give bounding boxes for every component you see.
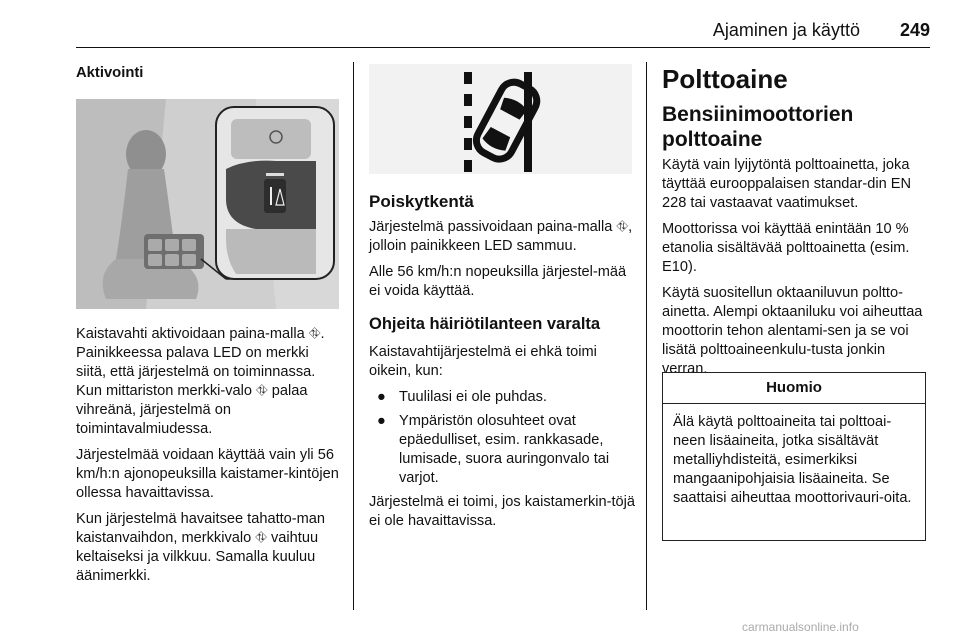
page-number: 249 (899, 20, 930, 40)
list-item: ● Tuulilasi ei ole puhdas. (369, 388, 635, 407)
paragraph: Järjestelmä ei toimi, jos kaistamerkin-töjä ei ole havaittavissa. (369, 494, 636, 529)
paragraph: Käytä vain lyijytöntä polttoainetta, joka täyttää eurooppalaisen standar-din EN 228 tai vastaavat vaatimukset. (662, 157, 912, 211)
lane-departure-icon (369, 64, 632, 174)
paragraph: Alle 56 km/h:n nopeuksilla järjestel-mää ei voida käyttää. (369, 264, 627, 299)
console-photo (76, 99, 339, 309)
section-heading: Aktivointi (76, 65, 144, 81)
paragraph: Kaistavahti aktivoidaan paina-malla ⛗. Painikkeessa palava LED on merkki siitä, että järjestelmä on toiminnassa. Kun mittariston merkki-valo ⛗ palaa vihreänä, järjestelmä on toimintavalmiudessa. (76, 326, 325, 437)
column-activation (76, 64, 342, 593)
column-fuel (662, 64, 928, 386)
paragraph: Kun järjestelmä havaitsee tahatto-man kaistanvaihdon, merkkivalo ⛗ vaihtuu keltaiseksi ja vilkkuu. Samalla kuuluu äänimerkki. (76, 511, 326, 584)
section-heading: Poiskytkentä (369, 192, 474, 211)
section-heading: Bensiinimoottorien polttoaine (662, 103, 854, 151)
paragraph: Järjestelmää voidaan käyttää vain yli 56 km/h:n ajonopeuksilla kaistamer-kintöjen ollessa havaittavissa. (76, 447, 339, 501)
column-deactivation (369, 64, 635, 538)
chapter-heading: Polttoaine (662, 64, 788, 94)
caution-box (662, 372, 926, 541)
chapter-title: Ajaminen ja käyttö (712, 20, 860, 40)
page-header (640, 20, 930, 41)
header-rule (76, 47, 930, 48)
paragraph: Järjestelmä passivoidaan paina-malla ⛗, jolloin painikkeen LED sammuu. (369, 219, 633, 254)
paragraph: Moottorissa voi käyttää enintään 10 % etanolia sisältävää polttoainetta (esim. E10). (662, 221, 910, 275)
caution-text: Älä käytä polttoaineita tai polttoai-neen lisäaineita, jotka sisältävät metalliyhdisteitä, esimerkiksi mangaanipohjaisia lisäaineita. Se saattaisi aiheuttaa moottorivauri-oita. (673, 414, 912, 506)
watermark: carmanualsonline.info (742, 620, 859, 634)
column-divider (353, 62, 354, 610)
caution-title: Huomio (663, 373, 925, 404)
gear-console-illustration (76, 99, 339, 309)
paragraph: Kaistavahtijärjestelmä ei ehkä toimi oikein, kun: (369, 344, 597, 379)
column-divider (646, 62, 647, 610)
bullet-icon: ● (377, 413, 386, 429)
paragraph: Käytä suositellun oktaaniluvun poltto-ainetta. Alempi oktaaniluku voi aiheuttaa moottorin tehon alentami-sen ja se voi lisätä polttoaineenkulu-tusta jonkin verran. (662, 285, 923, 377)
list-item: ● Ympäristön olosuhteet ovat epäedulliset, esim. rankkasade, lumisade, suora auringonvalo tai varjot. (369, 412, 635, 488)
bullet-icon: ● (377, 389, 386, 405)
subsection-heading: Ohjeita häiriötilanteen varalta (369, 315, 601, 333)
lane-assist-symbol-panel (369, 64, 632, 174)
